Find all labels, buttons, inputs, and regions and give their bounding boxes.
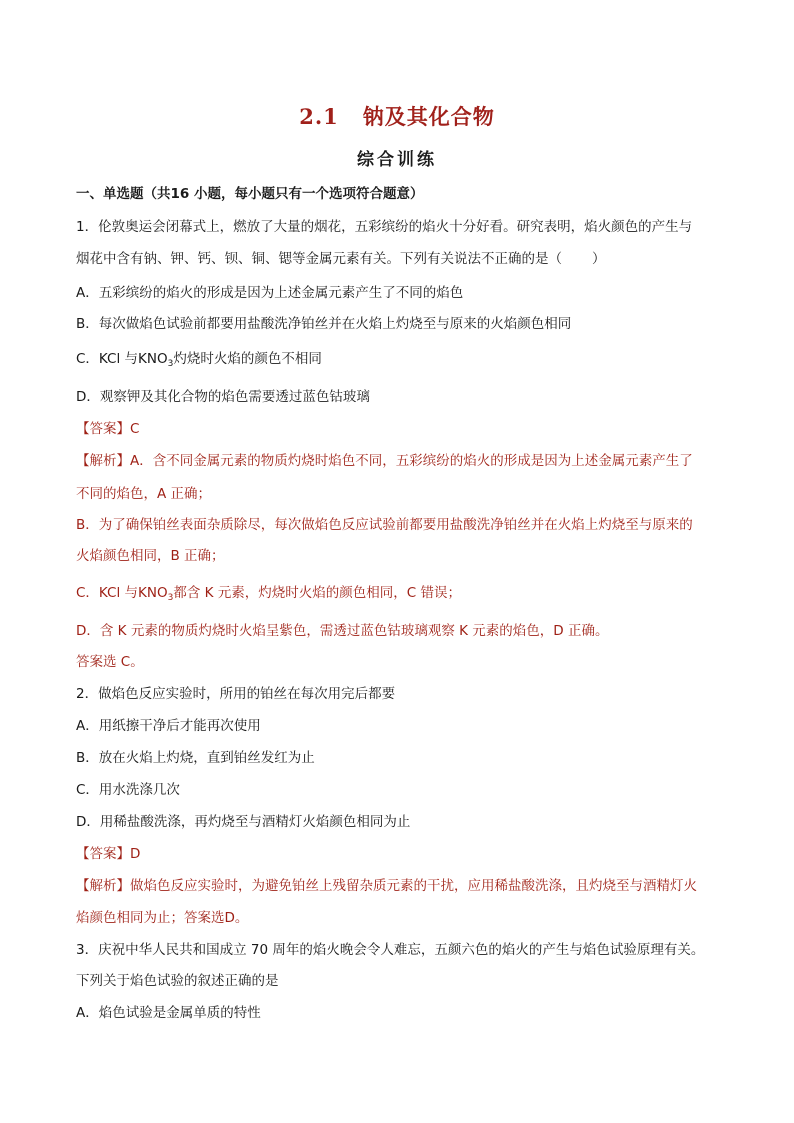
formula-subscript: 3 [167, 359, 174, 369]
q1-option-d: D．观察钾及其化合物的焰色需要透过蓝色钴玻璃 [76, 389, 370, 405]
q1-option-a: A．五彩缤纷的焰火的形成是因为上述金属元素产生了不同的焰色 [76, 285, 464, 301]
q1-option-b: B．每次做焰色试验前都要用盐酸洗净铂丝并在火焰上灼烧至与原来的火焰颜色相同 [76, 316, 572, 332]
q2-answer [76, 845, 140, 863]
formula-kno3 [138, 351, 173, 367]
answer-tag: 【答案】 [76, 846, 130, 862]
q1-analysis-c [76, 584, 461, 607]
q3-option-a: A．焰色试验是金属单质的特性 [76, 1005, 261, 1021]
analysis-text: 做焰色反应实验时，为避免铂丝上残留杂质元素的干扰，应用稀盐酸洗涤，且灼烧至与酒精灯火 [130, 878, 697, 894]
q1-analysis-d: D．含 K 元素的物质灼烧时火焰呈紫色，需透过蓝色钴玻璃观察 K 元素的焰色，D 正确。 [76, 623, 609, 639]
analysis-tag: 【解析】 [76, 453, 130, 469]
analysis-c-post: 都含 K 元素，灼烧时火焰的颜色相同，C 错误； [173, 585, 461, 601]
answer-value: C [130, 421, 140, 437]
q2-option-a: A．用纸擦干净后才能再次使用 [76, 718, 261, 734]
q1-stem-close-paren: ） [592, 251, 606, 267]
q2-option-b: B．放在火焰上灼烧，直到铂丝发红为止 [76, 750, 315, 766]
q1-answer [76, 420, 139, 438]
analysis-tag: 【解析】 [76, 878, 130, 894]
q1-analysis-a-line2: 不同的焰色，A 正确； [76, 486, 212, 502]
q3-stem-line1: 3．庆祝中华人民共和国成立 70 周年的焰火晚会令人难忘，五颜六色的焰火的产生与焰色试验原理有关。 [76, 942, 705, 958]
formula-main: KNO [138, 351, 168, 367]
section-heading: 一、单选题（共16 小题，每小题只有一个选项符合题意） [76, 186, 424, 202]
q1-analysis-b-line1: B．为了确保铂丝表面杂质除尽，每次做焰色反应试验前都要用盐酸洗净铂丝并在火焰上灼烧至与原来的 [76, 517, 693, 533]
q1-option-c-post: 灼烧时火焰的颜色不相同 [173, 351, 322, 367]
q1-conclusion: 答案选 C。 [76, 654, 144, 670]
page-subtitle: 综合训练 [357, 150, 437, 170]
formula-subscript: 3 [167, 593, 174, 603]
q2-option-c: C．用水洗涤几次 [76, 782, 180, 798]
q1-stem-line2 [76, 250, 606, 268]
q2-analysis-line2: 焰颜色相同为止；答案选D。 [76, 910, 249, 926]
formula-main: KNO [138, 585, 168, 601]
answer-tag: 【答案】 [76, 421, 130, 437]
q1-analysis-b-line2: 火焰颜色相同，B 正确； [76, 548, 225, 564]
q1-analysis-a-line1 [76, 452, 693, 470]
section-number: 2.1 [299, 104, 339, 129]
formula-kno3 [138, 585, 173, 601]
answer-value: D [130, 846, 141, 862]
q2-option-d: D．用稀盐酸洗涤，再灼烧至与酒精灯火焰颜色相同为止 [76, 814, 411, 830]
analysis-c-pre: C．KCl 与 [76, 585, 139, 601]
q1-option-c-pre: C．KCl 与 [76, 351, 139, 367]
q2-stem: 2．做焰色反应实验时，所用的铂丝在每次用完后都要 [76, 686, 396, 702]
q1-stem-line2-text: 烟花中含有钠、钾、钙、钡、铜、锶等金属元素有关。下列有关说法不正确的是（ [76, 251, 562, 267]
q2-analysis-line1 [76, 877, 697, 895]
analysis-a-text: A．含不同金属元素的物质灼烧时焰色不同，五彩缤纷的焰火的形成是因为上述金属元素产生了 [130, 453, 693, 469]
q1-option-c [76, 350, 322, 373]
chapter-title: 钠及其化合物 [362, 104, 495, 129]
page-title [0, 101, 794, 131]
q1-stem-line1: 1．伦敦奥运会闭幕式上，燃放了大量的烟花，五彩缤纷的焰火十分好看。研究表明，焰火颜色的产生与 [76, 219, 693, 235]
q3-stem-line2: 下列关于焰色试验的叙述正确的是 [76, 973, 279, 989]
